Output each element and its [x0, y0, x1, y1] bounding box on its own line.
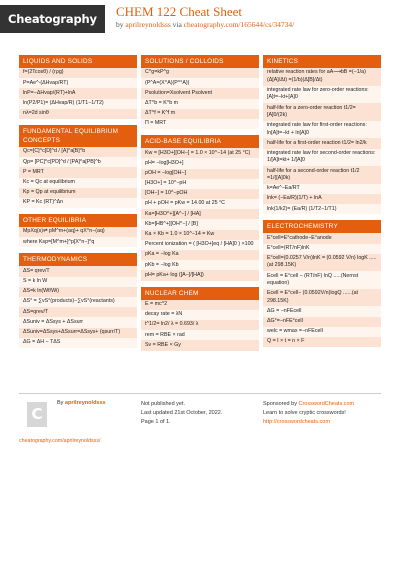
section-body — [19, 227, 137, 247]
formula-row: nλ=2d sinθ — [19, 109, 137, 119]
section-title: LIQUIDS AND SOLIDS — [19, 55, 137, 68]
formula-row: lnk(1/k2)= (Ea/R) (1/T2−1/T1) — [263, 204, 381, 214]
formula-row: Qp= [PC]^c[PD]^d / [PA]^a[PB]^b — [19, 157, 137, 167]
formula-row: rem = RBE × rad — [141, 330, 259, 340]
sponsor-url-link[interactable]: http://crosswordcheats.com — [263, 419, 330, 425]
page-header — [0, 0, 400, 38]
page-footer — [19, 393, 381, 455]
formula-row: Kp = Qp at equilibrium — [19, 188, 137, 198]
section-body — [19, 147, 137, 208]
formula-row: Psolution=Xsolvent Psolvent — [141, 88, 259, 98]
section-body — [263, 68, 381, 214]
formula-row: half-life for a zero-order reaction t1/2= [A]0/(2k) — [263, 103, 381, 121]
section-title: ELECTROCHEMISTRY — [263, 220, 381, 233]
page-count: Page 1 of 1. — [141, 419, 171, 425]
section-body — [19, 266, 137, 348]
formula-row: welc = wmax =−nFEcell — [263, 327, 381, 337]
formula-row: integrated rate law for second-order reactions: 1/[A]t=kt+ 1/[A]0 — [263, 149, 381, 167]
section — [141, 55, 259, 129]
formula-row: half-life for a second-order reaction t1/2 =1/([A]0k) — [263, 166, 381, 184]
formula-row: Ka=[H3O^+][A^−] / [HA] — [141, 209, 259, 219]
formula-row: S = k ln W — [19, 277, 137, 287]
formula-row: pH= pKa+ log ([A−]/[HA]) — [141, 270, 259, 280]
formula-row: ΔS=qrev/T — [19, 307, 137, 317]
section — [19, 253, 137, 348]
formula-row: ΔSuniv = ΔSsys + ΔSsurr — [19, 317, 137, 327]
formula-row: (P^A=(X^A)(P^°A)) — [141, 78, 259, 88]
formula-row: Kb=[HB^+][OH^−] / [B] — [141, 219, 259, 229]
formula-row: E = mc^2 — [141, 300, 259, 310]
column-1 — [19, 55, 137, 354]
sponsor-prefix: Sponsored by — [263, 401, 297, 407]
section-title: NUCLEAR CHEM — [141, 287, 259, 300]
formula-row: f=(2Tcosθ) / (rρg) — [19, 68, 137, 78]
formula-row: integrated rate law for first-order reactions: ln[A]t=−kt + ln[A]0 — [263, 121, 381, 139]
formula-row: Qc=[C]^c[D]^d / [A]^a[B]^b — [19, 147, 137, 157]
byline-by: by — [116, 20, 124, 29]
formula-row: integrated rate law for zero-order reactions: [A]t=−kt+[A]0 — [263, 86, 381, 104]
formula-row: pOH = −log[OH−] — [141, 169, 259, 179]
byline — [116, 20, 294, 29]
formula-row: relative reaction rates for aA⟶bB =(−1/a) (Δ[A]/Δt) =(1/b)(Δ[B]/Δt) — [263, 68, 381, 86]
formula-row: ΔG = ΔH − TΔS — [19, 338, 137, 348]
published-status: Not published yet. — [141, 401, 186, 407]
formula-row: ln(P2/P1)= (ΔHvap/R) (1/T1−1/T2) — [19, 99, 137, 109]
formula-row: ΔT^b = K^b m — [141, 99, 259, 109]
section — [19, 55, 137, 119]
formula-row: Sv = RBE × Gy — [141, 340, 259, 350]
formula-row: P=Ae^-(ΔHvap/RT) — [19, 78, 137, 88]
formula-row: E°cell=(0.0257 V/n)lnK = (0.0592 V/n) logK ..... (at 298.15K) — [263, 254, 381, 272]
section-title: THERMODYNAMICS — [19, 253, 137, 266]
formula-row: pKb = −log Kb — [141, 260, 259, 270]
formula-row: pH + pOH = pKw = 14.00 at 25 °C — [141, 199, 259, 209]
formula-row: E°cell=E°cathode−E°anode — [263, 233, 381, 243]
footer-sponsor — [263, 400, 354, 427]
formula-row: Π = MRT — [141, 119, 259, 129]
section-body — [263, 233, 381, 347]
formula-row: lnk= (−Ea/R)(1/T) + lnA — [263, 194, 381, 204]
formula-row: half-life for a first-order reaction t1/2= ln2/k — [263, 138, 381, 148]
footer-meta — [141, 400, 222, 427]
formula-row: E°cell=(RT/nF)lnK — [263, 244, 381, 254]
formula-row: P = MRT — [19, 167, 137, 177]
section-title: FUNDAMENTAL EQUILIBRIUM CONCEPTS — [19, 125, 137, 147]
column-2 — [141, 55, 259, 357]
section-title: SOLUTIONS / COLLOIDS — [141, 55, 259, 68]
sheet-url-link[interactable]: cheatography.com/165644/cs/34734/ — [183, 20, 295, 29]
formula-row: Percent ionization = ( [H3O+]eq / [HA]0 ) ×100 — [141, 240, 259, 250]
last-updated: Last updated 21st October, 2022. — [141, 410, 223, 416]
column-3 — [263, 55, 381, 353]
formula-row: Ka × Kb = 1.0 × 10^−14 = Kw — [141, 230, 259, 240]
formula-row: ΔSuniv=ΔSsys+ΔSsurr=ΔSsys+ (qsurr/T) — [19, 328, 137, 338]
section-body — [19, 68, 137, 119]
formula-row: decay rate = λN — [141, 310, 259, 320]
formula-row: k=Ae^−Ea/RT — [263, 184, 381, 194]
page-title: CHEM 122 Cheat Sheet — [116, 4, 243, 19]
formula-row: Kc = Qc at equilibrium — [19, 178, 137, 188]
sponsor-tagline: Learn to solve cryptic crosswords! — [263, 410, 346, 416]
section-body — [141, 68, 259, 129]
formula-row: ΔG = −nFEcell — [263, 306, 381, 316]
formula-row: [H3O+] = 10^−pH — [141, 179, 259, 189]
section — [19, 125, 137, 208]
sponsor-link[interactable]: CrosswordCheats.com — [298, 401, 355, 407]
section — [19, 214, 137, 247]
section — [141, 135, 259, 280]
formula-row: pKa = −log Ka — [141, 250, 259, 260]
formula-row: Q = I × t = n × F — [263, 337, 381, 347]
section-title: ACID-BASE EQUILIBRIA — [141, 135, 259, 148]
section — [141, 287, 259, 351]
author-profile-url[interactable]: cheatography.com/aprilreynoldsss/ — [19, 438, 101, 444]
footer-author-link[interactable]: aprilreynoldsss — [64, 400, 106, 406]
formula-row: t^1/2= ln2/ λ = 0.693/ λ — [141, 320, 259, 330]
formula-row: pH= −log[H3O+] — [141, 158, 259, 168]
section-body — [141, 300, 259, 351]
formula-row: ΔS=k ln(Wf/Wi) — [19, 287, 137, 297]
formula-row: ΔS= qrev/T — [19, 266, 137, 276]
formula-row: Ecell = E°cell − (RT/nF) lnQ .....(Nernst equation) — [263, 271, 381, 289]
cheatography-logo[interactable]: Cheatography — [0, 5, 105, 33]
formula-row: Ecell = E°cell− (0.0592V/n)logQ ......(at 298.15K) — [263, 289, 381, 307]
formula-row: Kw = [H3O+][OH−] = 1.0 × 10^−14 (at 25 °C) — [141, 148, 259, 158]
footer-author — [57, 400, 106, 406]
formula-row: [OH−] = 10^−pOH — [141, 189, 259, 199]
section-body — [141, 148, 259, 280]
section-title: KINETICS — [263, 55, 381, 68]
footer-by: By — [57, 400, 64, 406]
formula-row: lnP=−ΔHvap/(RT)+lnA — [19, 88, 137, 98]
formula-row: where Ksp=[M^m+]^p[X^n−]^q — [19, 237, 137, 247]
formula-row: C^g=kP^g — [141, 68, 259, 78]
formula-row: KP = Kc (RT)^Δn — [19, 198, 137, 208]
byline-via: via — [172, 20, 182, 29]
section — [263, 55, 381, 214]
author-link[interactable]: aprilreynoldsss — [125, 20, 171, 29]
sponsor-line — [263, 400, 354, 409]
formula-row: ΔS° = ∑vS°(products)−∑vS°(reactants) — [19, 297, 137, 307]
formula-row: MpXq(s)⇌ pM^m+(aq)+ qX^n−(aq) — [19, 227, 137, 237]
formula-row: ΔG°=−nFE°cell — [263, 317, 381, 327]
section-title: OTHER EQUILIBRIA — [19, 214, 137, 227]
section — [263, 220, 381, 347]
formula-row: ΔT^f = K^f m — [141, 109, 259, 119]
cheatography-c-icon: C — [27, 402, 47, 427]
